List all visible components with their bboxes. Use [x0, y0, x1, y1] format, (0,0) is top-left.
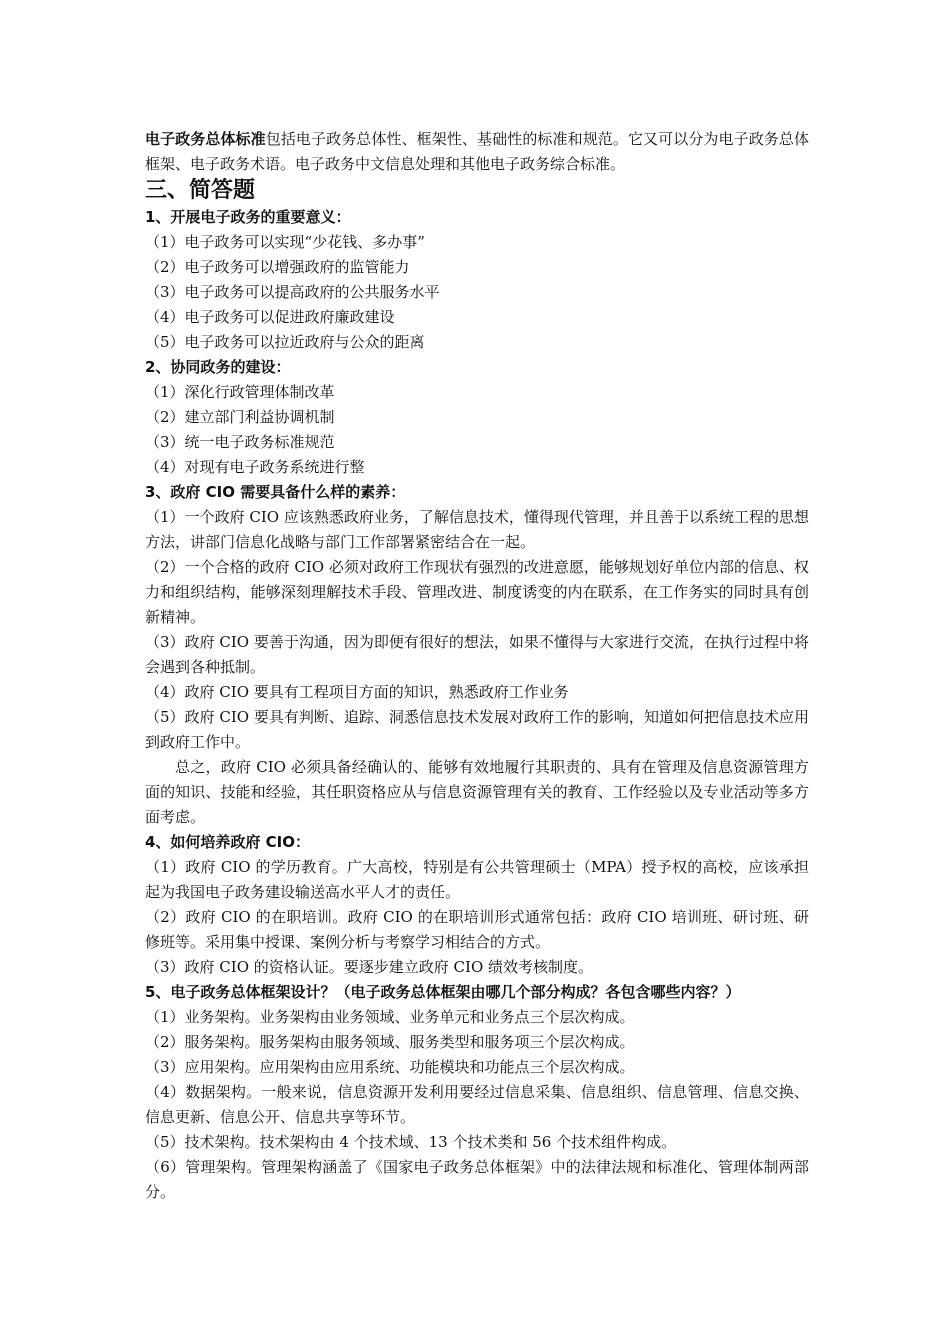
q5-item: （3）应用架构。应用架构由应用系统、功能模块和功能点三个层次构成。 [145, 1058, 635, 1076]
q3-item: （3）政府 CIO 要善于沟通，因为即便有很好的想法，如果不懂得与大家进行交流，在执行过程中将会遇到各种抵制。 [145, 633, 809, 676]
q4-title: 4、如何培养政府 CIO： [145, 833, 311, 851]
q4-item: （1）政府 CIO 的学历教育。广大高校，特别是有公共管理硕士（MPA）授予权的高校，应该承担起为我国电子政务建设输送高水平人才的责任。 [145, 858, 809, 901]
q3-item: （4）政府 CIO 要具有工程项目方面的知识，熟悉政府工作业务 [145, 683, 569, 701]
q3-item: （5）政府 CIO 要具有判断、追踪、洞悉信息技术发展对政府工作的影响，知道如何把信息技术应用到政府工作中。 [145, 708, 809, 751]
q3-title: 3、政府 CIO 需要具备什么样的素养： [145, 483, 406, 501]
section-title: 三、简答题 [145, 178, 256, 203]
q5-item: （5）技术架构。技术架构由 4 个技术域、13 个技术类和 56 个技术组件构成。 [145, 1133, 677, 1151]
q3-item: （1）一个政府 CIO 应该熟悉政府业务，了解信息技术，懂得现代管理，并且善于以系统工程的思想方法，讲部门信息化战略与部门工作部署紧密结合在一起。 [145, 508, 809, 551]
q1-item: （5）电子政务可以拉近政府与公众的距离 [145, 333, 425, 351]
q1-item: （3）电子政务可以提高政府的公共服务水平 [145, 283, 440, 301]
q2-item: （1）深化行政管理体制改革 [145, 383, 335, 401]
q2-title: 2、协同政务的建设： [145, 358, 291, 376]
q4-item: （2）政府 CIO 的在职培训。政府 CIO 的在职培训形式通常包括：政府 CIO 培训班、研讨班、研修班等。采用集中授课、案例分析与考察学习相结合的方式。 [145, 908, 809, 951]
q5-item: （4）数据架构。一般来说，信息资源开发利用要经过信息采集、信息组织、信息管理、信息交换、信息更新、信息公开、信息共享等环节。 [145, 1083, 809, 1126]
intro-term: 电子政务总体标准 [145, 130, 266, 148]
intro-text: 包括电子政务总体性、框架性、基础性的标准和规范。它又可以分为电子政务总体框架、电子政务术语。电子政务中文信息处理和其他电子政务综合标准。 [145, 130, 809, 173]
q5-title: 5、电子政务总体框架设计？（电子政务总体框架由哪几个部分构成？各包含哪些内容？） [145, 983, 741, 1001]
q3-summary: 总之，政府 CIO 必须具备经确认的、能够有效地履行其职责的、具有在管理及信息资源管理方面的知识、技能和经验，其任职资格应从与信息资源管理有关的教育、工作经验以及专业活动等多方面考虑。 [145, 758, 809, 826]
intro-paragraph [145, 127, 809, 177]
q1-item: （1）电子政务可以实现“少花钱、多办事” [145, 233, 425, 251]
q5-item: （1）业务架构。业务架构由业务领域、业务单元和业务点三个层次构成。 [145, 1008, 635, 1026]
q1-title: 1、开展电子政务的重要意义： [145, 208, 351, 226]
q3-item: （2）一个合格的政府 CIO 必须对政府工作现状有强烈的改进意愿，能够规划好单位内部的信息、权力和组织结构，能够深刻理解技术手段、管理改进、制度诱变的内在联系，在工作务实的同时具有创新精神。 [145, 558, 809, 626]
q2-item: （3）统一电子政务标准规范 [145, 433, 335, 451]
document-page [145, 127, 809, 1205]
q1-item: （4）电子政务可以促进政府廉政建设 [145, 308, 395, 326]
q2-item: （2）建立部门利益协调机制 [145, 408, 335, 426]
q2-item: （4）对现有电子政务系统进行整 [145, 458, 365, 476]
q1-item: （2）电子政务可以增强政府的监管能力 [145, 258, 410, 276]
q4-item: （3）政府 CIO 的资格认证。要逐步建立政府 CIO 绩效考核制度。 [145, 958, 594, 976]
q5-item: （2）服务架构。服务架构由服务领域、服务类型和服务项三个层次构成。 [145, 1033, 635, 1051]
q5-item: （6）管理架构。管理架构涵盖了《国家电子政务总体框架》中的法律法规和标准化、管理体制两部分。 [145, 1158, 809, 1201]
